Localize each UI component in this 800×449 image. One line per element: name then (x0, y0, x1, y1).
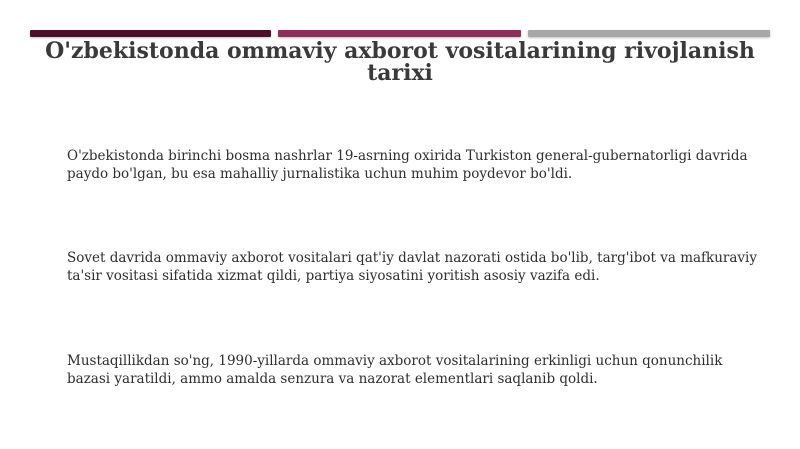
paragraph-first-press: O'zbekistonda birinchi bosma nashrlar 19-asrning oxirida Turkiston general-gubernatorligi davrida paydo bo'lgan, bu esa mahalliy jurnalistika uchun muhim poydevor bo'ldi. (67, 148, 748, 182)
decorative-top-bars (30, 30, 770, 37)
slide-title: O'zbekistonda ommaviy axborot vositalarining rivojlanish tarixi (45, 38, 755, 86)
paragraph-independence: Mustaqillikdan so'ng, 1990-yillarda ommaviy axborot vositalarining erkinligi uchun qonunchilik bazasi yaratildi, ammo amalda senzura va nazorat elementlari saqlanib qoldi. (67, 353, 723, 387)
accent-bar-magenta (278, 30, 521, 37)
paragraph-soviet-era: Sovet davrida ommaviy axborot vositalari qat'iy davlat nazorati ostida bo'lib, targ'ibot va mafkuraviy ta'sir vositasi sifatida xizmat qildi, partiya siyosatini yoritish asosiy vazifa edi. (67, 250, 757, 284)
accent-bar-dark (30, 30, 271, 37)
accent-bar-gray (528, 30, 770, 37)
